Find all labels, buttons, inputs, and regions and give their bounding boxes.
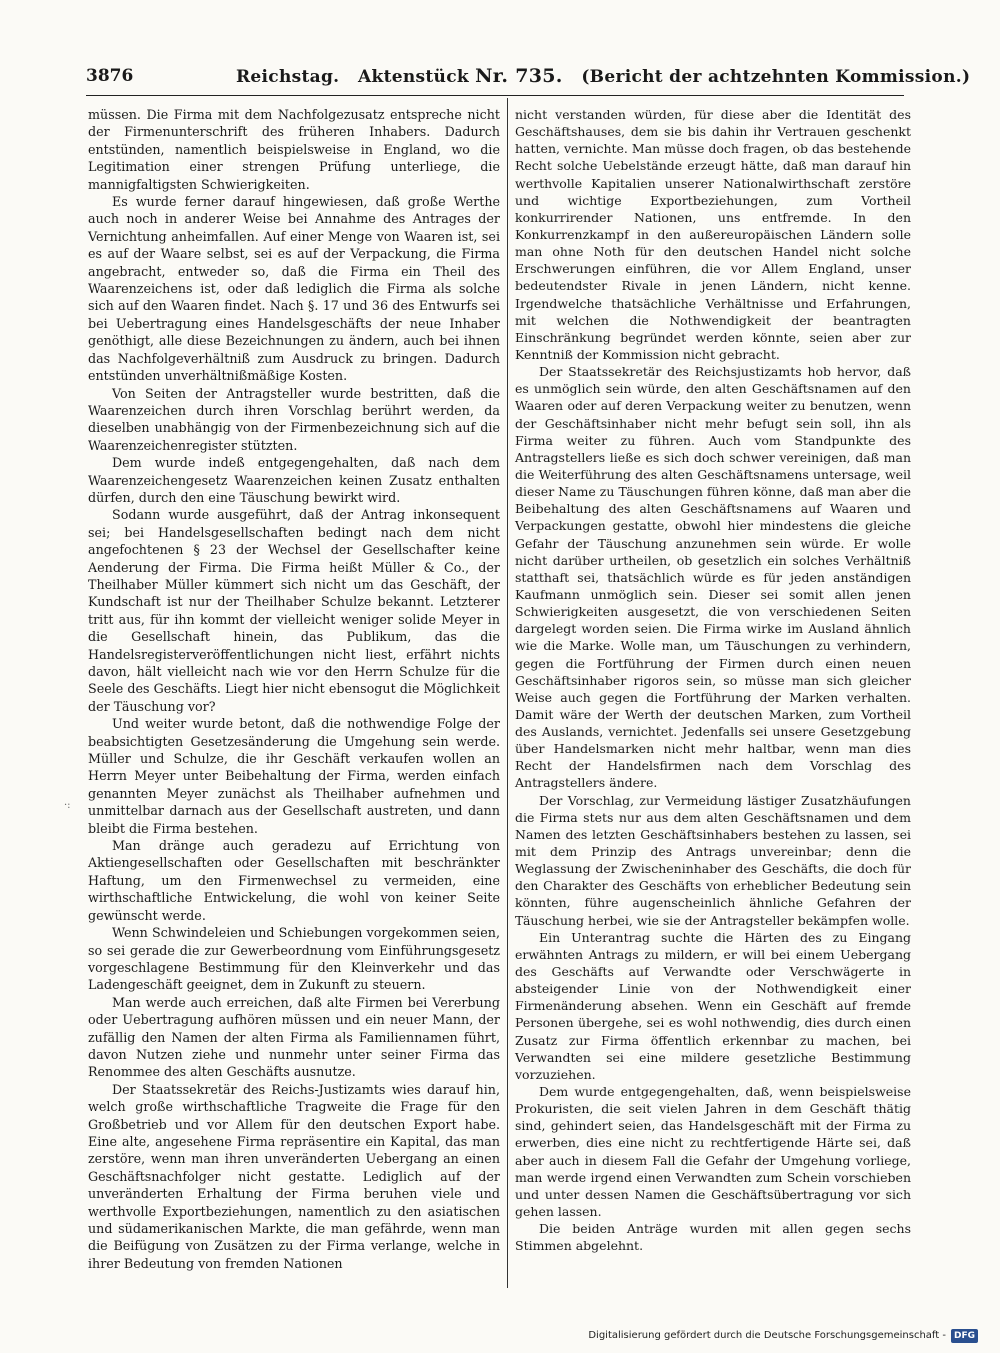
paragraph: Man dränge auch geradezu auf Errichtung von Aktiengesellschaften oder Gesellschaften mit beschränkter Haftung, um den Firmenwechsel zu vermeiden, eine wirthschaftliche Entwickelung, die wohl von keiner Seite gewünscht werde. xyxy=(88,838,500,923)
paragraph: Wenn Schwindeleien und Schiebungen vorgekommen seien, so sei gerade die zur Gewerbeordnung vom Einführungsgesetz vorgeschlagene Bestimmung für den Kleinverkehr und das Ladengeschäft geeignet, dem in Zukunft zu steuern. xyxy=(88,925,500,993)
paragraph: Von Seiten der Antragsteller wurde bestritten, daß die Waarenzeichen durch ihren Vorschlag berührt werden, da dieselben unabhängig von der Firmenbezeichnung sich auf die Waarenzeichenregister stützten. xyxy=(88,385,500,453)
paragraph: Der Staatssekretär des Reichsjustizamts hob hervor, daß es unmöglich sein würde, den alten Geschäftsnamen auf den Waaren oder auf deren Verpackung weiter zu benutzen, wenn der Geschäftsinhaber nicht mehr befugt sein soll, ihn als Firma weiter zu führen. Auch vom Standpunkte des Antragstellers ließe es sich doch schwer vereinigen, daß man die Weiterführung des alten Geschäftsnamens untersage, weil dieser Name zu Täuschungen führen könne, daß man aber die Beibehaltung des alten Geschäftsnamens auf Waaren und Verpackungen gestatte, obwohl hier mindestens die gleiche Gefahr der Täuschung anzunehmen sein würde. Er wolle nicht darüber urtheilen, ob gesetzlich ein solches Verhältniß statthaft sei, thatsächlich würde es für jeden anständigen Kaufmann unmöglich sein. Dieser sei somit allen jenen Schwierigkeiten ausgesetzt, die von verschiedenen Seiten dargelegt worden seien. Die Firma wirke im Ausland ähnlich wie die Marke. Wolle man, um Täuschungen zu verhindern, gegen die Fortführung der Firmen durch einen neuen Geschäftsinhaber rigoros sein, so müsse man sich gleicher Weise auch gegen die Fortführung der Marken verhalten. Damit wäre der Werth der deutschen Marken, zum Vortheil des Auslands, vernichtet. Jedenfalls sei unsere Gesetzgebung über Handelsmarken nicht mehr haltbar, wenn man dies Recht der Handelsfirmen nach dem Vorschlag des Antragstellers ändere. xyxy=(515,364,911,791)
paragraph: Ein Unterantrag suchte die Härten des zu Eingang erwähnten Antrags zu mildern, er will bei einem Uebergang des Geschäfts auf Verwandte oder Verschwägerte in absteigender Linie von der Nothwendigkeit einer Firmenänderung absehen. Wenn ein Geschäft auf fremde Personen übergehe, sei es wohl nothwendig, dies durch einen Zusatz zur Firma öffentlich erkennbar zu machen, bei Verwandten sei eine mildere gesetzliche Bestimmung vorzuziehen. xyxy=(515,929,911,1082)
footer-credit: Digitalisierung gefördert durch die Deutsche Forschungsgemeinschaft - xyxy=(588,1330,946,1341)
page-header xyxy=(86,64,971,88)
page-footer xyxy=(588,1328,978,1344)
running-title xyxy=(236,64,971,89)
paragraph: Sodann wurde ausgeführt, daß der Antrag inkonsequent sei; bei Handelsgesellschaften bedingt nach dem nicht angefochtenen § 23 der Wechsel der Gesellschafter keine Aenderung der Firma. Die Firma heißt Müller & Co., der Theilhaber Müller kümmert sich nicht um das Geschäft, der Kundschaft ist nur der Theilhaber Schulze bekannt. Letzterer tritt aus, für ihn kommt der vielleicht weniger solide Meyer in die Gesellschaft hinein, das Publikum, das die Handelsregisterveröffentlichungen nicht liest, erfährt nichts davon, hält vielleicht nach wie vor den Herrn Schulze für die Seele des Geschäfts. Liegt hier nicht ebensogut die Möglichkeit der Täuschung vor? xyxy=(88,507,500,714)
header-rule xyxy=(86,95,904,96)
paragraph: Und weiter wurde betont, daß die nothwendige Folge der beabsichtigten Gesetzesänderung die Umgehung sein werde. Müller und Schulze, die ihr Geschäft verkaufen wollen an Herrn Meyer unter Beibehaltung der Firma, werden einfach genannten Meyer zunächst als Theilhaber aufnehmen und unmittelbar darnach aus der Gesellschaft austreten, und dann bleibt die Firma bestehen. xyxy=(88,716,500,836)
paragraph: Die beiden Anträge wurden mit allen gegen sechs Stimmen abgelehnt. xyxy=(515,1221,911,1254)
paragraph: Dem wurde indeß entgegengehalten, daß nach dem Waarenzeichengesetz Waarenzeichen keinen Zusatz enthalten dürfen, durch den eine Täuschung bewirkt wird. xyxy=(88,455,500,505)
paragraph: müssen. Die Firma mit dem Nachfolgezusatz entspreche nicht der Firmenunterschrift des früheren Inhabers. Dadurch entstünden, namentlich beispielsweise in England, wo die Legitimation einer strengen Prüfung unterliege, die mannigfaltigsten Schwierigkeiten. xyxy=(88,107,500,192)
page-number: 3876 xyxy=(86,66,134,86)
title-prefix: Reichstag. Aktenstück xyxy=(236,67,476,87)
document-number: Nr. 735. xyxy=(475,65,563,87)
paragraph: Man werde auch erreichen, daß alte Firmen bei Vererbung oder Uebertragung aufhören müssen und ein neuer Mann, der zufällig den Namen der alten Firma als Familiennamen führt, davon Nutzen ziehe und nunmehr unter seiner Firma das Renommee des alten Geschäfts ausnutze. xyxy=(88,994,500,1080)
paragraph: nicht verstanden würden, für diese aber die Identität des Geschäftshauses, dem sie bis dahin ihr Vertrauen geschenkt hatten, vernichte. Man müsse doch fragen, ob das bestehende Recht solche Uebelstände erzeugt hätte, daß man darauf hin werthvolle Kapitalien unserer Nationalwirthschaft zerstöre und wichtige Exportbeziehungen, zum Vortheil konkurrirender Nationen, uns entfremde. In den Konkurrenzkampf in den außereuropäischen Ländern solle man ohne Noth für den deutschen Handel nicht solche Erschwerungen einführen, die vor Allem England, unser bedeutendster Rivale in jenen Ländern, nicht kenne. Irgendwelche thatsächliche Verhältnisse und Erfahrungen, mit welchen die Nothwendigkeit der beantragten Einschränkung begründet werden könnte, seien aber zur Kenntniß der Kommission nicht gebracht. xyxy=(515,107,911,362)
paragraph: Es wurde ferner darauf hingewiesen, daß große Werthe auch noch in anderer Weise bei Annahme des Antrages der Vernichtung anheimfallen. Auf einer Menge von Waaren ist, sei es auf der Waare selbst, sei es auf der Verpackung, die Firma angebracht, entweder so, daß die Firma ein Theil des Waarenzeichens ist, oder daß lediglich die Firma als solche sich auf den Waaren findet. Nach §. 17 und 36 des Entwurfs sei bei Uebertragung eines Handelsgeschäfts der neue Inhaber genöthigt, alle diese Bezeichnungen zu ändern, auch bei ihnen das Nachfolgeverhältniß zum Ausdruck zu bringen. Dadurch entstünden unverhältnißmäßige Kosten. xyxy=(88,194,500,384)
paragraph: Der Vorschlag, zur Vermeidung lästiger Zusatzhäufungen die Firma stets nur aus dem alten Geschäftsnamen und dem Namen des letzten Geschäftsinhabers bestehen zu lassen, sei mit dem Prinzip des Antrags unvereinbar; denn die Weglassung der Zwischeninhaber des Geschäfts, die doch für den Charakter des Geschäfts von erheblicher Bedeutung sein könnten, führe augenscheinlich ähnliche Gefahren der Täuschung herbei, wie sie der Antragsteller bekämpfen wolle. xyxy=(515,792,911,928)
title-suffix: (Bericht der achtzehnten Kommission.) xyxy=(562,67,971,87)
left-column xyxy=(88,106,500,1272)
margin-mark: ·: xyxy=(64,800,71,811)
paragraph: Dem wurde entgegengehalten, daß, wenn beispielsweise Prokuristen, die seit vielen Jahren in dem Geschäft thätig sind, gehindert seien, das Handelsgeschäft mit der Firma zu erwerben, dies eine nicht zu rechtfertigende Härte sei, daß aber auch in diesem Fall die Gefahr der Umgehung vorliege, man werde irgend einen Verwandten zum Schein vorschieben und unter dessen Namen die Geschäftsübertragung vor sich gehen lassen. xyxy=(515,1084,911,1219)
right-column xyxy=(515,106,911,1254)
dfg-logo-icon: DFG xyxy=(951,1329,978,1343)
paragraph: Der Staatssekretär des Reichs-Justizamts wies darauf hin, welch große wirthschaftliche Tragweite die Frage für den Großbetrieb und vor Allem für den deutschen Export habe. Eine alte, angesehene Firma repräsentire ein Kapital, das man zerstöre, wenn man ihren unveränderten Uebergang an einen Geschäftsnachfolger nicht gestatte. Lediglich auf der unveränderten Erhaltung der Firma beruhen viele und werthvolle Exportbeziehungen, namentlich zu den asiatischen und südamerikanischen Markte, die man gefährde, wenn man die Beifügung von Zusätzen zu der Firma verlange, welche in ihrer Bedeutung von fremden Nationen xyxy=(88,1081,500,1271)
column-divider xyxy=(507,98,508,1288)
